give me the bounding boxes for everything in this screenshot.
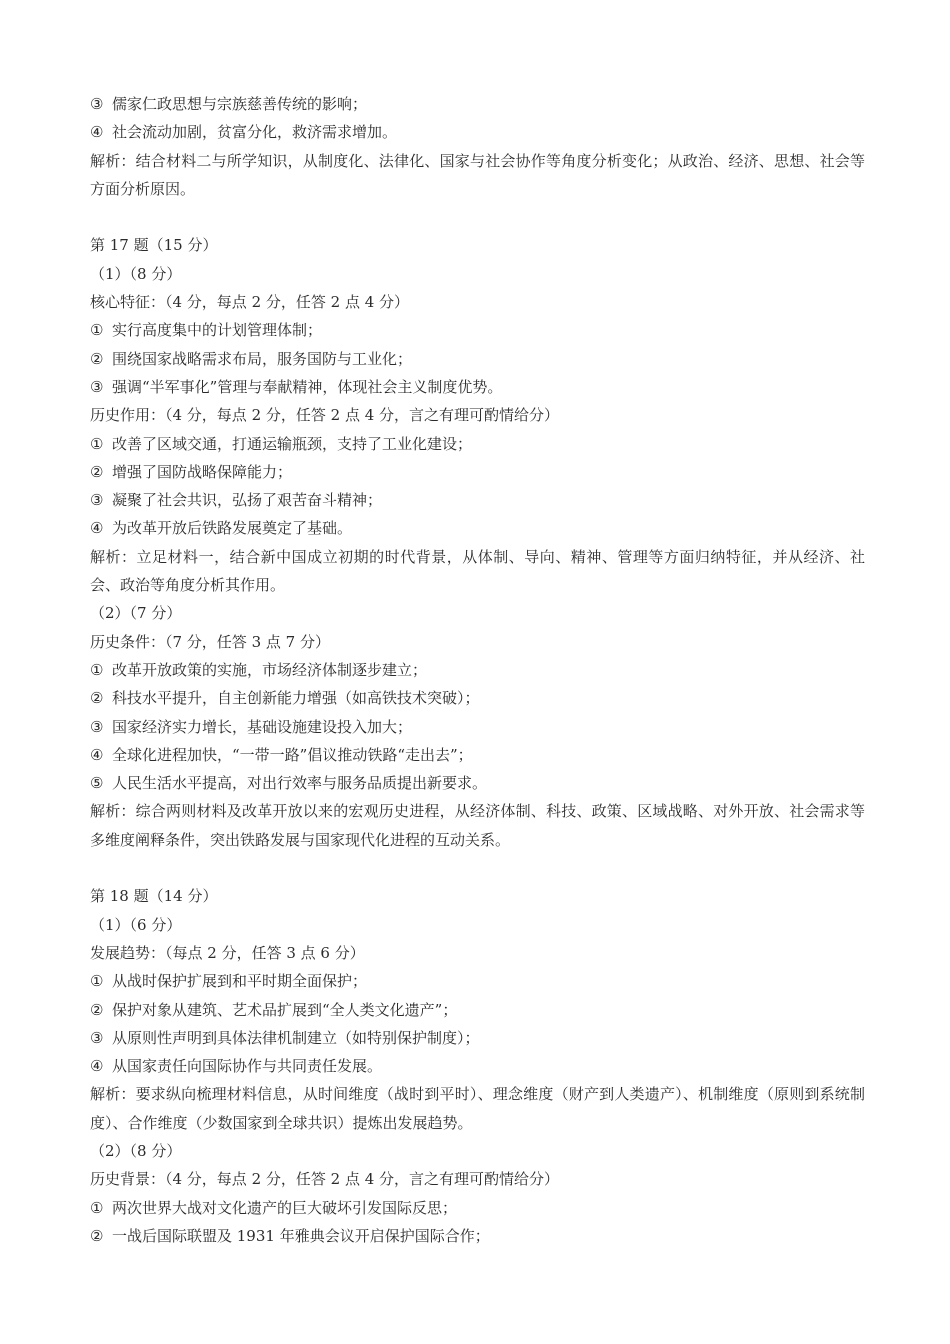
answer-point <box>90 1194 865 1222</box>
analysis-paragraph: 解析：要求纵向梳理材料信息，从时间维度（战时到平时）、理念维度（财产到人类遗产）、机制维度（原则到系统制度）、合作维度（少数国家到全球共识）提炼出发展趋势。 <box>90 1085 865 1132</box>
answer-point <box>90 118 865 146</box>
point-number: ② <box>90 689 104 708</box>
point-text: 社会流动加剧，贫富分化，救济需求增加。 <box>112 123 398 142</box>
point-number: ① <box>90 1198 104 1217</box>
answer-point <box>90 713 865 741</box>
point-number: ④ <box>90 123 104 142</box>
heading-line: 历史背景：（4 分，每点 2 分，任答 2 点 4 分，言之有理可酌情给分） <box>90 1170 560 1189</box>
point-text: 从国家责任向国际协作与共同责任发展。 <box>112 1057 383 1076</box>
point-text: 改善了区域交通，打通运输瓶颈，支持了工业化建设； <box>112 434 473 453</box>
answer-point <box>90 967 865 995</box>
point-text: 从战时保护扩展到和平时期全面保护； <box>112 972 368 991</box>
heading-line: 发展趋势：（每点 2 分，任答 3 点 6 分） <box>90 943 365 962</box>
point-text: 强调“半军事化”管理与奉献精神，体现社会主义制度优势。 <box>112 377 503 396</box>
analysis-paragraph: 解析：立足材料一，结合新中国成立初期的时代背景，从体制、导向、精神、管理等方面归纳特征，并从经济、社会、政治等角度分析其作用。 <box>90 547 865 595</box>
answer-point <box>90 656 865 684</box>
answer-point <box>90 458 865 486</box>
answer-point <box>90 90 865 118</box>
answer-point <box>90 769 865 797</box>
point-number: ⑤ <box>90 774 104 793</box>
point-text: 从原则性声明到具体法律机制建立（如特别保护制度）； <box>112 1028 480 1047</box>
point-text: 儒家仁政思想与宗族慈善传统的影响； <box>112 95 368 113</box>
point-number: ③ <box>90 717 104 736</box>
point-number: ④ <box>90 519 104 538</box>
heading-line: 第 17 题（15 分） <box>90 236 218 255</box>
point-text: 科技水平提升，自主创新能力增强（如高铁技术突破）； <box>112 689 480 708</box>
point-number: ③ <box>90 377 104 396</box>
heading-line: （1）（8 分） <box>90 264 182 283</box>
answer-document <box>90 90 865 1250</box>
point-text: 增强了国防战略保障能力； <box>112 462 293 481</box>
point-text: 两次世界大战对文化遗产的巨大破坏引发国际反思； <box>112 1198 458 1217</box>
answer-point <box>90 316 865 344</box>
analysis-paragraph: 解析：综合两则材料及改革开放以来的宏观历史进程，从经济体制、科技、政策、区域战略、对外开放、社会需求等多维度阐释条件，突出铁路发展与国家现代化进程的互动关系。 <box>90 802 865 849</box>
point-text: 凝聚了社会共识，弘扬了艰苦奋斗精神； <box>112 491 383 510</box>
point-number: ① <box>90 972 104 991</box>
point-number: ④ <box>90 1057 104 1076</box>
answer-point <box>90 430 865 458</box>
point-number: ① <box>90 434 104 453</box>
answer-point <box>90 741 865 769</box>
analysis-paragraph: 解析：结合材料二与所学知识，从制度化、法律化、国家与社会协作等角度分析变化；从政治、经济、思想、社会等方面分析原因。 <box>90 151 865 198</box>
answer-point <box>90 684 865 712</box>
point-number: ① <box>90 321 104 340</box>
heading-line: 历史条件：（7 分，任答 3 点 7 分） <box>90 632 330 651</box>
point-text: 国家经济实力增长，基础设施建设投入加大； <box>112 717 413 736</box>
heading-line: 核心特征：（4 分，每点 2 分，任答 2 点 4 分） <box>90 293 410 312</box>
point-number: ④ <box>90 745 104 764</box>
point-text: 保护对象从建筑、艺术品扩展到“全人类文化遗产”； <box>112 1000 458 1019</box>
point-text: 实行高度集中的计划管理体制； <box>112 321 323 340</box>
point-number: ② <box>90 1000 104 1019</box>
heading-line: （2）（8 分） <box>90 1141 182 1160</box>
point-text: 改革开放政策的实施，市场经济体制逐步建立； <box>112 660 428 679</box>
heading-line: （1）（6 分） <box>90 915 182 934</box>
answer-point <box>90 514 865 542</box>
point-text: 一战后国际联盟及 1931 年雅典会议开启保护国际合作； <box>112 1226 490 1245</box>
heading-line: 历史作用：（4 分，每点 2 分，任答 2 点 4 分，言之有理可酌情给分） <box>90 406 560 425</box>
answer-point <box>90 1222 865 1250</box>
section-spacer <box>90 854 865 882</box>
point-text: 围绕国家战略需求布局，服务国防与工业化； <box>112 349 413 368</box>
point-number: ② <box>90 1226 104 1245</box>
point-number: ① <box>90 660 104 679</box>
point-number: ② <box>90 462 104 481</box>
point-number: ② <box>90 349 104 368</box>
point-text: 为改革开放后铁路发展奠定了基础。 <box>112 519 353 538</box>
point-text: 全球化进程加快，“一带一路”倡议推动铁路“走出去”； <box>112 745 473 764</box>
point-number: ③ <box>90 95 104 113</box>
answer-point <box>90 486 865 514</box>
answer-point <box>90 373 865 401</box>
point-number: ③ <box>90 491 104 510</box>
heading-line: 第 18 题（14 分） <box>90 887 218 906</box>
heading-line: （2）（7 分） <box>90 604 182 623</box>
section-spacer <box>90 203 865 231</box>
point-number: ③ <box>90 1028 104 1047</box>
answer-point <box>90 345 865 373</box>
answer-point <box>90 1052 865 1080</box>
answer-point <box>90 1024 865 1052</box>
point-text: 人民生活水平提高，对出行效率与服务品质提出新要求。 <box>112 774 488 793</box>
answer-point <box>90 996 865 1024</box>
